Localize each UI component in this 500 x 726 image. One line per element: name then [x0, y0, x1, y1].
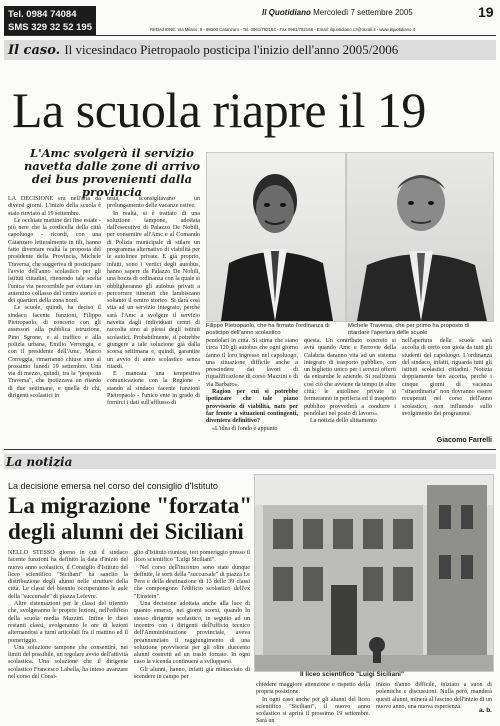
- paragraph: LA DECISIONE era nell'aria da diversi giorni. L'inizio della scuola è stato rinviato al 19 settembre.: [8, 196, 101, 217]
- photo-traversa: [346, 152, 494, 322]
- article2-author: a. b.: [478, 707, 492, 714]
- paragraph: Nel corso dell'incontro sono state dunque definite, le sorti della "succursale" di piazza Le Pera e della destinazione di 13 delle 39 classi che compongono l'edificio scolastico dell'ex "Einstein".: [134, 564, 250, 600]
- article1-author: Giacomo Farrelli: [436, 437, 492, 444]
- paragraph: Le scuole, quindi, ha deciso il sindaco facente funzioni, Filippo Pietropaolo, di concerto con gli assessori alla pubblica istruzione, Pino Sgrone, e al traffico e alla polizia urbana, Emilio Verrengia, e con il presidente dell'Amc, Marco Correggia, rimarranno chiuse sino al prossimo lunedì 19 settembre. Una via di mezzo, quindi, tra la "proposta Traversa", che ipotizzava un ritardo di due settimane, e quella di chi, dirigenti scolastici in: [8, 305, 101, 400]
- publication-date: Mercoledì 7 settembre 2005: [313, 8, 413, 17]
- paragraph: questa. Un contributo concreto si avrà quando Amc e Ferrovie della Calabria daranno vita ad un sistema integrato di trasporto pubblico, con un biglietto unico per i servizi offerti da entrambe le aziende. Si realizzerà così ciò che avviene da tempo in altre città: le autolinee private si fermeranno in periferia ed il trasporto pubblico provvederà a condurre i pendolari nel posto di lavoro».: [304, 338, 396, 417]
- paragraph: glio d'Istituto riuniosi, ieri pomeriggio presso il liceo scientifico "Luigi Siciliani".: [134, 550, 250, 564]
- article2-column-3: [256, 682, 370, 725]
- paragraph: nell'apertura delle scuole sarà accolta di certo con gioia da tutti gli studenti del capoluogo. L'ordinanza del sindaco, infatti, riguarda tutti gli istituti scolastici cittadini. Notizia doppiamente ben accetta, perché i cinque giorni di vacanza "straordinaria" non dovranno essere recuperati nel corso dell'anno scolastico, non influendo sullo svolgimento dei programmi.: [402, 338, 492, 417]
- article2-kicker: La decisione emersa nel corso del consiglio d'Istituto: [8, 481, 218, 491]
- paragraph: testa, sconsigliavano un prolungamento delle vacanze estive.: [107, 196, 200, 210]
- article1-column-3: [206, 338, 298, 446]
- paragraph: chiedere maggiore attenzione e rispetto della propria posizione.: [256, 682, 370, 696]
- photo-pietropaolo: [206, 152, 346, 322]
- caption-liceo: Il liceo scientifico "Luigi Siciliani": [300, 671, 405, 678]
- section-label-bar: [4, 454, 496, 469]
- article2-headline-line2: degli alunni dei Siciliani: [8, 519, 244, 544]
- paragraph: La notizia dello slittamento: [310, 418, 377, 425]
- article2-headline-line1: La migrazione "forzata": [8, 493, 252, 518]
- paragraph: E mancata una tempestiva comunicazione con la Regione - stando al sindaco facente funzioni Pietropaolo - l'unico ente in grado di fornirci i dati sull'afflusso di: [107, 371, 200, 407]
- paragraph: «L'idea di fondo è appunto: [212, 425, 278, 432]
- question: Ragion per cui si potrebbe ipotizzare che tale piano provvisorio di viabilità, nato per far fronte a situazioni contingenti, diventera definitivo?: [206, 389, 298, 425]
- header-rule: [4, 35, 496, 36]
- redazione-line: REDAZIONE: Via Milano, 9 - 88100 Catanzaro - Tel. 0961/792164 - Fax 0961/792168 - Email: ilquotidiano.cz@tiscali.it - www.ilquotidiano.it: [150, 27, 415, 32]
- article2-column-4: [376, 682, 492, 710]
- article1-column-4: [304, 338, 396, 446]
- article1-column-2: [107, 196, 200, 446]
- paragraph: NELLO STESSO giorno in cui il sindaco facente funzioni ha definito la data d'inizio del nuovo anno scolastico, il Consiglio d'Istituto del liceo scientifico "Siciliani" ha sancito la distribuzione degli alunni nelle strutture della città. Le classi del biennio occuperanno le aule della "succursale" di piazza Lefevre.: [8, 550, 128, 600]
- paragraph: Una decisione adottata anche alla luce di quanto emerso, nei giorni scorsi, quando lo stesso dirigente scolastico, in seguito ad un incontro con i dirigenti dell'ufficio tecnico dell'Amministrazione provinciale, aveva preannunziato il raggiungimento di una soluzione provvisoria per gli oltre duecento alunni costretti ad un traslo forzato. In ogni caso la vicenda continuerà a svilupparsi.: [134, 601, 250, 666]
- section-divider: [4, 449, 496, 450]
- article1-headline: La scuola riapre il 19: [12, 82, 426, 138]
- paragraph: Le occhiate mattine dei fine estate - più nere che la cordicella della città capoluogo - ricordi, con una Catanzaro letteralmente in tilt, hanno fatto diventare realtà la proposta del presidente della Provincia, Michele Traversa, che suggeriva di posticipare l'avvio dell'anno scolastico per gli istituti cittadini, ritenendo tale scelta l'unica via percorribile per evitare un autentico collasso del centro storico e dei quartieri della zona nord.: [8, 217, 101, 305]
- article2-column-2: [134, 550, 250, 712]
- paragraph: pendolari in città. Si stima che siano circa 120 gli autobus che ogni giorno fanno il loro ingresso nel capoluogo, una situazione difficile anche a prescindere dai lavori di riqualificazione di corso Mazzini e di via Barbaro».: [206, 338, 298, 388]
- header-line: [262, 8, 413, 17]
- article1-subhead: L'Amc svolgerà il servizio navetta dalle zone di arrivo dei bus provenienti dalla provincia: [23, 146, 201, 199]
- kicker-label: Il caso.: [8, 43, 61, 58]
- kicker-text: Il vicesindaco Pietropaolo posticipa l'inizio dell'anno 2005/2006: [64, 42, 399, 57]
- page-number: 19: [478, 4, 494, 20]
- kicker: [8, 42, 398, 58]
- publication-name: Il Quotidiano: [262, 8, 311, 17]
- caption-traversa: Michele Traversa, che per primo ha proposto di ritardare l'apertura delle scuole: [348, 323, 470, 336]
- paragraph: inizio d'anno difficile, iniziato a suon di polemiche e discussioni. Nulla però, manderà questi alunni, minerà al fascino dell'inizio di un nuovo anno, una nuova esperienza.: [376, 682, 492, 710]
- section-label: La notizia: [6, 455, 73, 469]
- paragraph: In ogni caso anche per gli alunni del liceo scientifico "Siciliani", il nuovo anno scolastico si aprirà il prossimo 19 settembre. Sarà un: [256, 696, 370, 725]
- caption-pietropaolo: Filippo Pietropaolo, che ha firmato l'ordinanza di posticipo dell'anno scolastico: [206, 323, 330, 336]
- article1-column-5: [402, 338, 492, 436]
- phone-box: Tel. 0984 74084 SMS 329 32 52 195: [4, 6, 96, 36]
- paragraph: Gli alunni, hanno, infatti già minacciato di scendere in campo per: [134, 666, 250, 681]
- paragraph: Altre sistemazioni per le classi del triennio che, svolgeranno le proprie lezioni, nell'edificio della scuola media Mazzini. Infine le dieci restanti classi, svolgeranno le ore di lezioni alternandosi a turni articolati fra il mattino ed il pomeriggio.: [8, 601, 128, 644]
- paragraph: Una soluzione tampone che consentirà, nei limiti del possibile, un regolare avvio dell'attività scolastica. Una soluzione che il dirigente scolastico Francesco Labella, ha inteso avanzare nel corso del Consi-: [8, 644, 128, 681]
- paragraph: In realtà, si è trattato di una soluzione tampone, adottata dall'esecutivo di Palazzo De Nobili, per consentire all'Amc e al Comando di Polizia municipale di stilare un programma alternativo di viabilità per le autolinee private. E già proprio, infatti, sono i vertici degli autobus, hanno sapere da Palazzo De Nobili, una bozza di ordinanza con la quale si obbligheranno gli autobus privati a percorrere itinerari che lambiscano soltanto il centro storico. Si darà così vita ad un servizio integrato, perché sarà l'Amc a svolgere il servizio navetta dagli individuati centri di raccolta sino ai plessi degli istituti scolastici. Probabilmente, si potrebbe giungere a tale soluzione già dalla scorsa settimana e, quindi, garantire un avvio di anno scolastico senza ritardi.: [107, 210, 200, 370]
- photo-liceo-siciliani: [254, 474, 494, 672]
- article1-column-1: [8, 196, 101, 446]
- article2-column-1: [8, 550, 128, 712]
